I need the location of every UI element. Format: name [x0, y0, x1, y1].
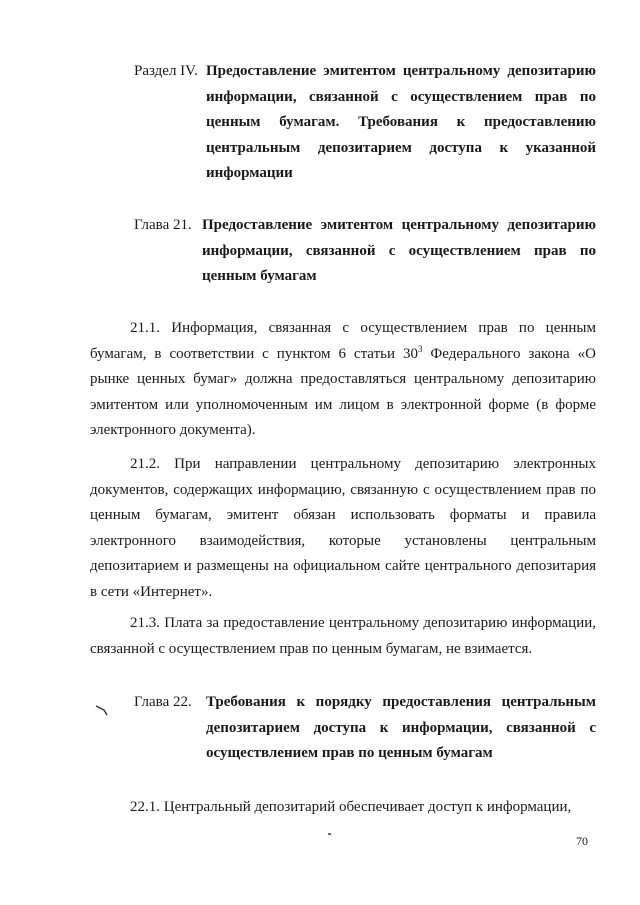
chapter-21-title: Предоставление эмитентом центральному депозитарию информации, связанной с осуществлением прав по ценным бумагам [202, 217, 596, 284]
chapter-22-title: Требования к порядку предоставления центральным депозитарием доступа к информации, связанной с осуществлением прав по ценным бумагам [206, 694, 596, 761]
chapter-21-heading [134, 213, 596, 290]
paragraph-21-1-before: 21.1. Информация, связанная с осуществлением прав по ценным бумагам, в соответствии с пунктом 6 статьи 30 [90, 320, 596, 362]
chapter-21-lead: Глава 21. [134, 217, 192, 233]
paragraph-22-1: 22.1. Центральный депозитарий обеспечивает доступ к информации, [130, 799, 572, 815]
chapter-22-heading [134, 690, 596, 767]
paragraph-21-2: 21.2. При направлении центральному депозитарию электронных документов, содержащих информацию, связанную с осуществлением прав по ценным бумагам, эмитент обязан использовать форматы и правила электронного взаимодействия, которые установлены центральным депозитарием и размещены на официальном сайте центрального депозитария в сети «Интернет». [90, 456, 596, 600]
chapter-22-lead: Глава 22. [134, 694, 192, 710]
scan-mark-icon [95, 704, 109, 716]
paragraph-21-1 [90, 316, 596, 444]
section-heading [134, 59, 596, 187]
section-lead: Раздел IV. [134, 63, 198, 79]
page-number: 70 [576, 834, 588, 848]
section-title: Предоставление эмитентом центральному депозитарию информации, связанной с осуществлением прав по ценным бумагам. Требования к предоставлению центральным депозитарием доступа к указанной информации [206, 63, 596, 181]
article-superscript: 3 [417, 343, 423, 354]
scan-dot [328, 833, 331, 835]
paragraph-21-1-after: Федерального закона «О рынке ценных бумаг» должна предоставляться центральному депозитарию эмитентом или уполномоченным им лицом в электронной форме (в форме электронного документа). [90, 345, 596, 438]
paragraph-21-3: 21.3. Плата за предоставление центральному депозитарию информации, связанной с осуществлением прав по ценным бумагам, не взимается. [90, 615, 596, 657]
